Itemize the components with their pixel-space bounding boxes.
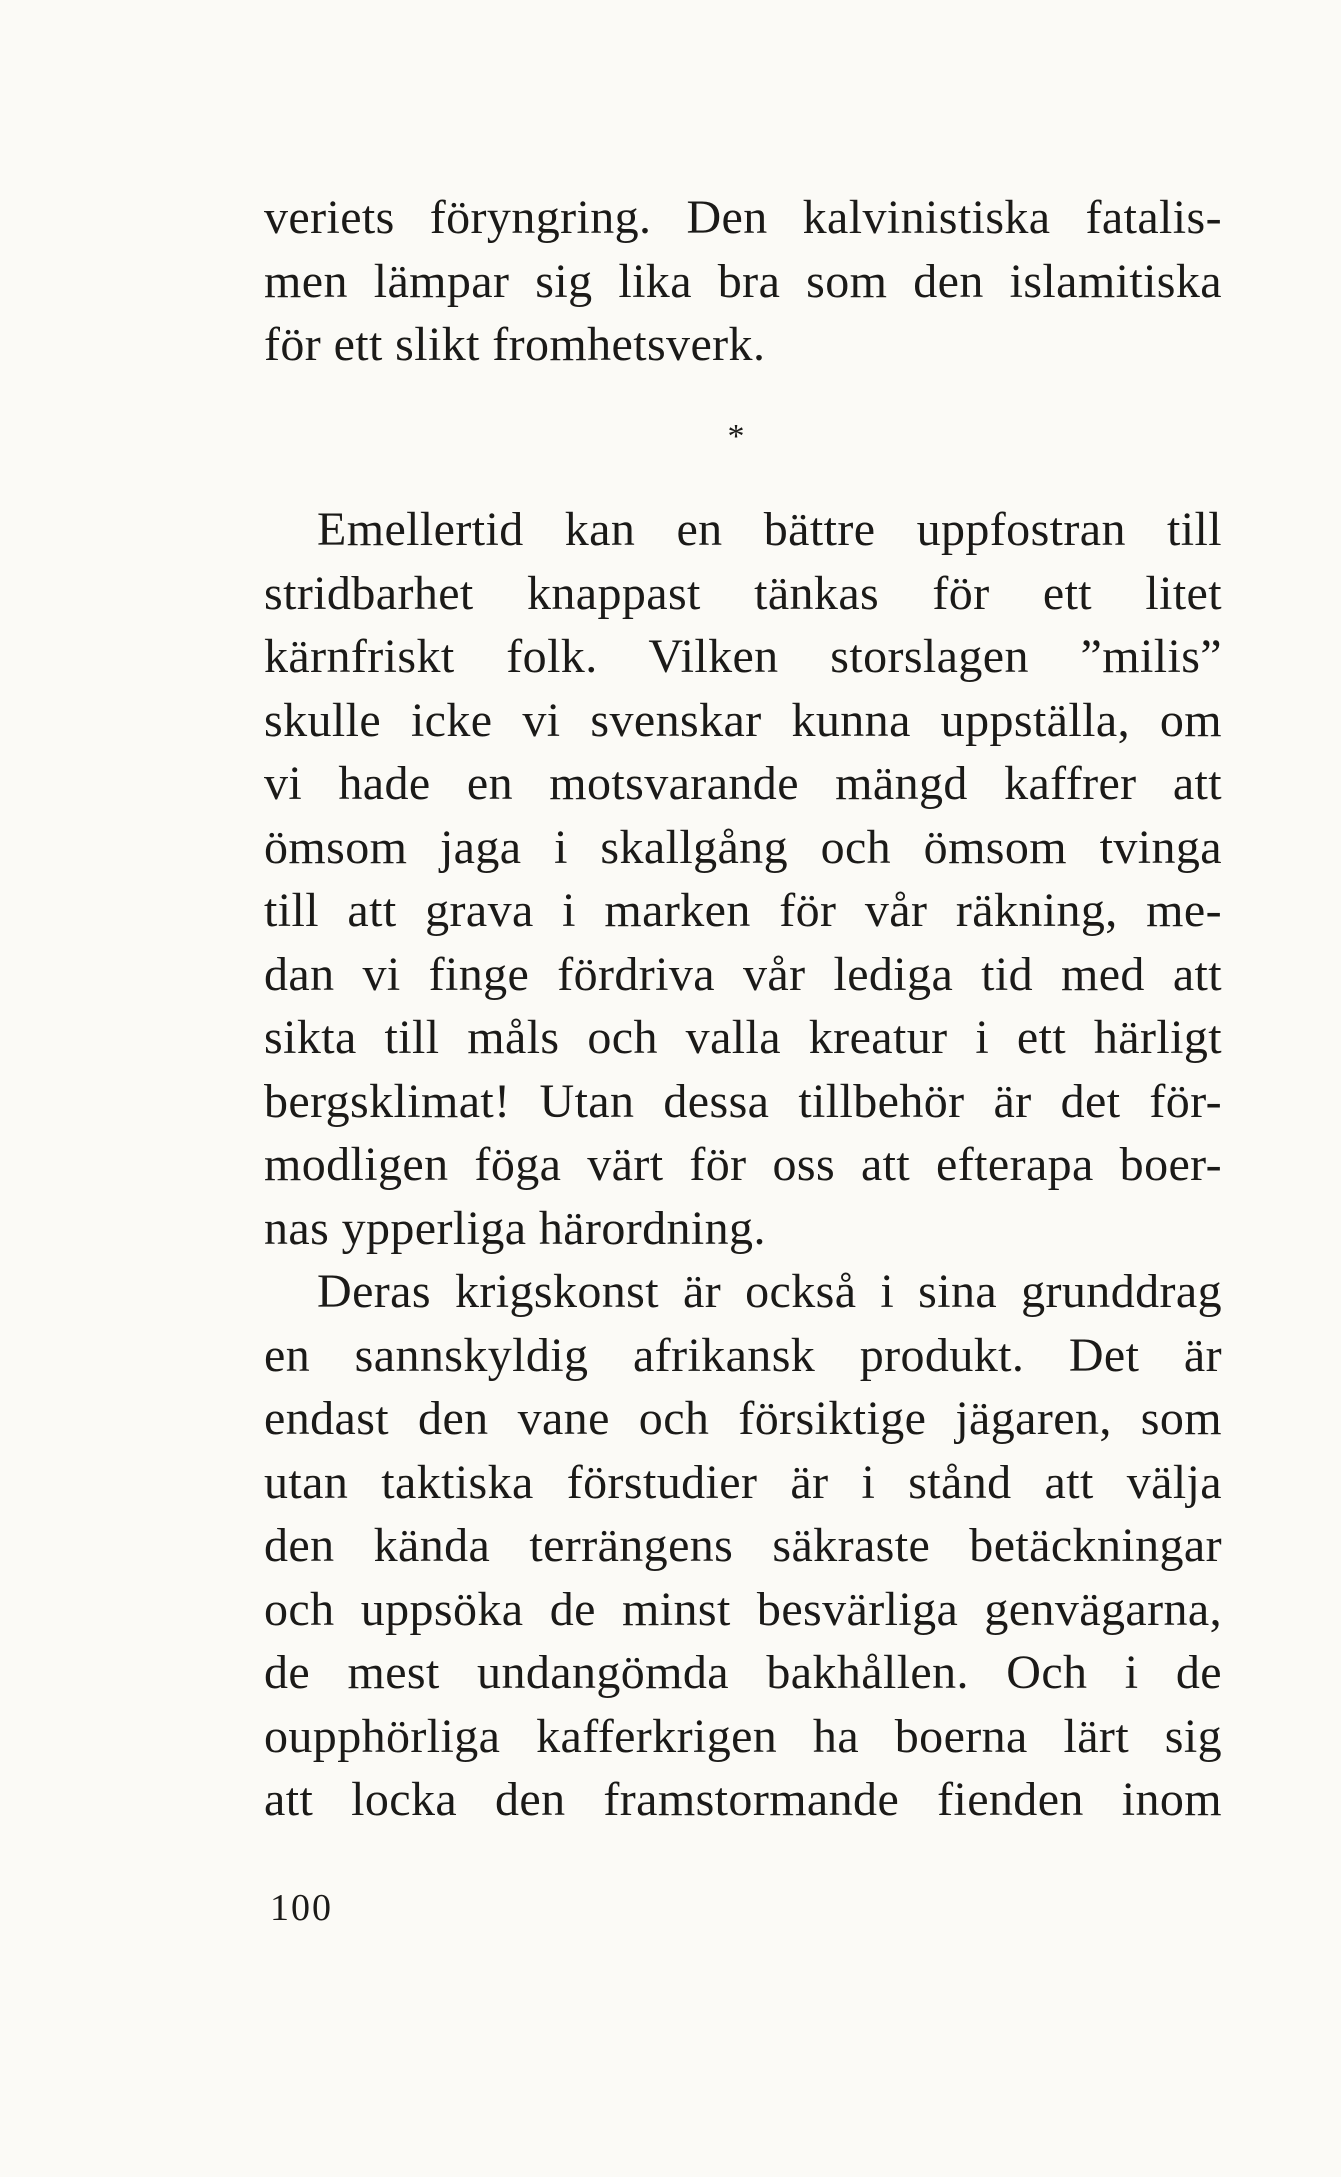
text-line: bergsklimat! Utan dessa tillbehör är det för- [264, 1074, 1222, 1128]
text-line: kärnfriskt folk. Vilken storslagen ”milis” [264, 630, 1222, 683]
section-separator-asterisk: * [727, 417, 745, 455]
text-line: att locka den framstormande fienden inom [264, 1773, 1222, 1826]
text-line: men lämpar sig lika bra som den islamitiska [264, 254, 1222, 308]
text-line: nas ypperliga härordning. [264, 1201, 766, 1255]
page-number: 100 [270, 1887, 333, 1929]
text-line: oupphörliga kafferkrigen ha boerna lärt sig [264, 1709, 1222, 1763]
text-line: utan taktiska förstudier är i stånd att välja [264, 1455, 1222, 1509]
paragraph-3 [264, 1260, 1222, 1832]
text-line: de mest undangömda bakhållen. Och i de [264, 1646, 1222, 1699]
paragraph-1 [264, 186, 1222, 377]
text-line: skulle icke vi svenskar kunna uppställa, om [264, 693, 1222, 747]
text-line: veriets föryngring. Den kalvinistiska fatalis- [264, 191, 1222, 244]
text-block [264, 186, 1222, 1832]
paragraph-2 [264, 498, 1222, 1260]
text-line: Emellertid kan en bättre uppfostran till [317, 503, 1222, 556]
text-line: och uppsöka de minst besvärliga genvägarna, [264, 1582, 1222, 1636]
text-line: stridbarhet knappast tänkas för ett litet [264, 566, 1222, 620]
text-line: Deras krigskonst är också i sina grunddrag [317, 1265, 1222, 1318]
text-line: till att grava i marken för vår räkning, me- [264, 884, 1222, 937]
text-line: den kända terrängens säkraste betäckningar [264, 1519, 1222, 1572]
text-line: endast den vane och försiktige jägaren, som [264, 1392, 1222, 1445]
text-line: ömsom jaga i skallgång och ömsom tvinga [264, 820, 1222, 874]
text-line: för ett slikt fromhetsverk. [264, 318, 766, 371]
text-line: sikta till måls och valla kreatur i ett härligt [264, 1011, 1222, 1064]
text-line: dan vi finge fördriva vår lediga tid med att [264, 947, 1222, 1001]
text-line: vi hade en motsvarande mängd kaffrer att [264, 757, 1222, 810]
text-line: modligen föga värt för oss att efterapa boer- [264, 1138, 1222, 1191]
text-line: en sannskyldig afrikansk produkt. Det är [264, 1328, 1222, 1382]
